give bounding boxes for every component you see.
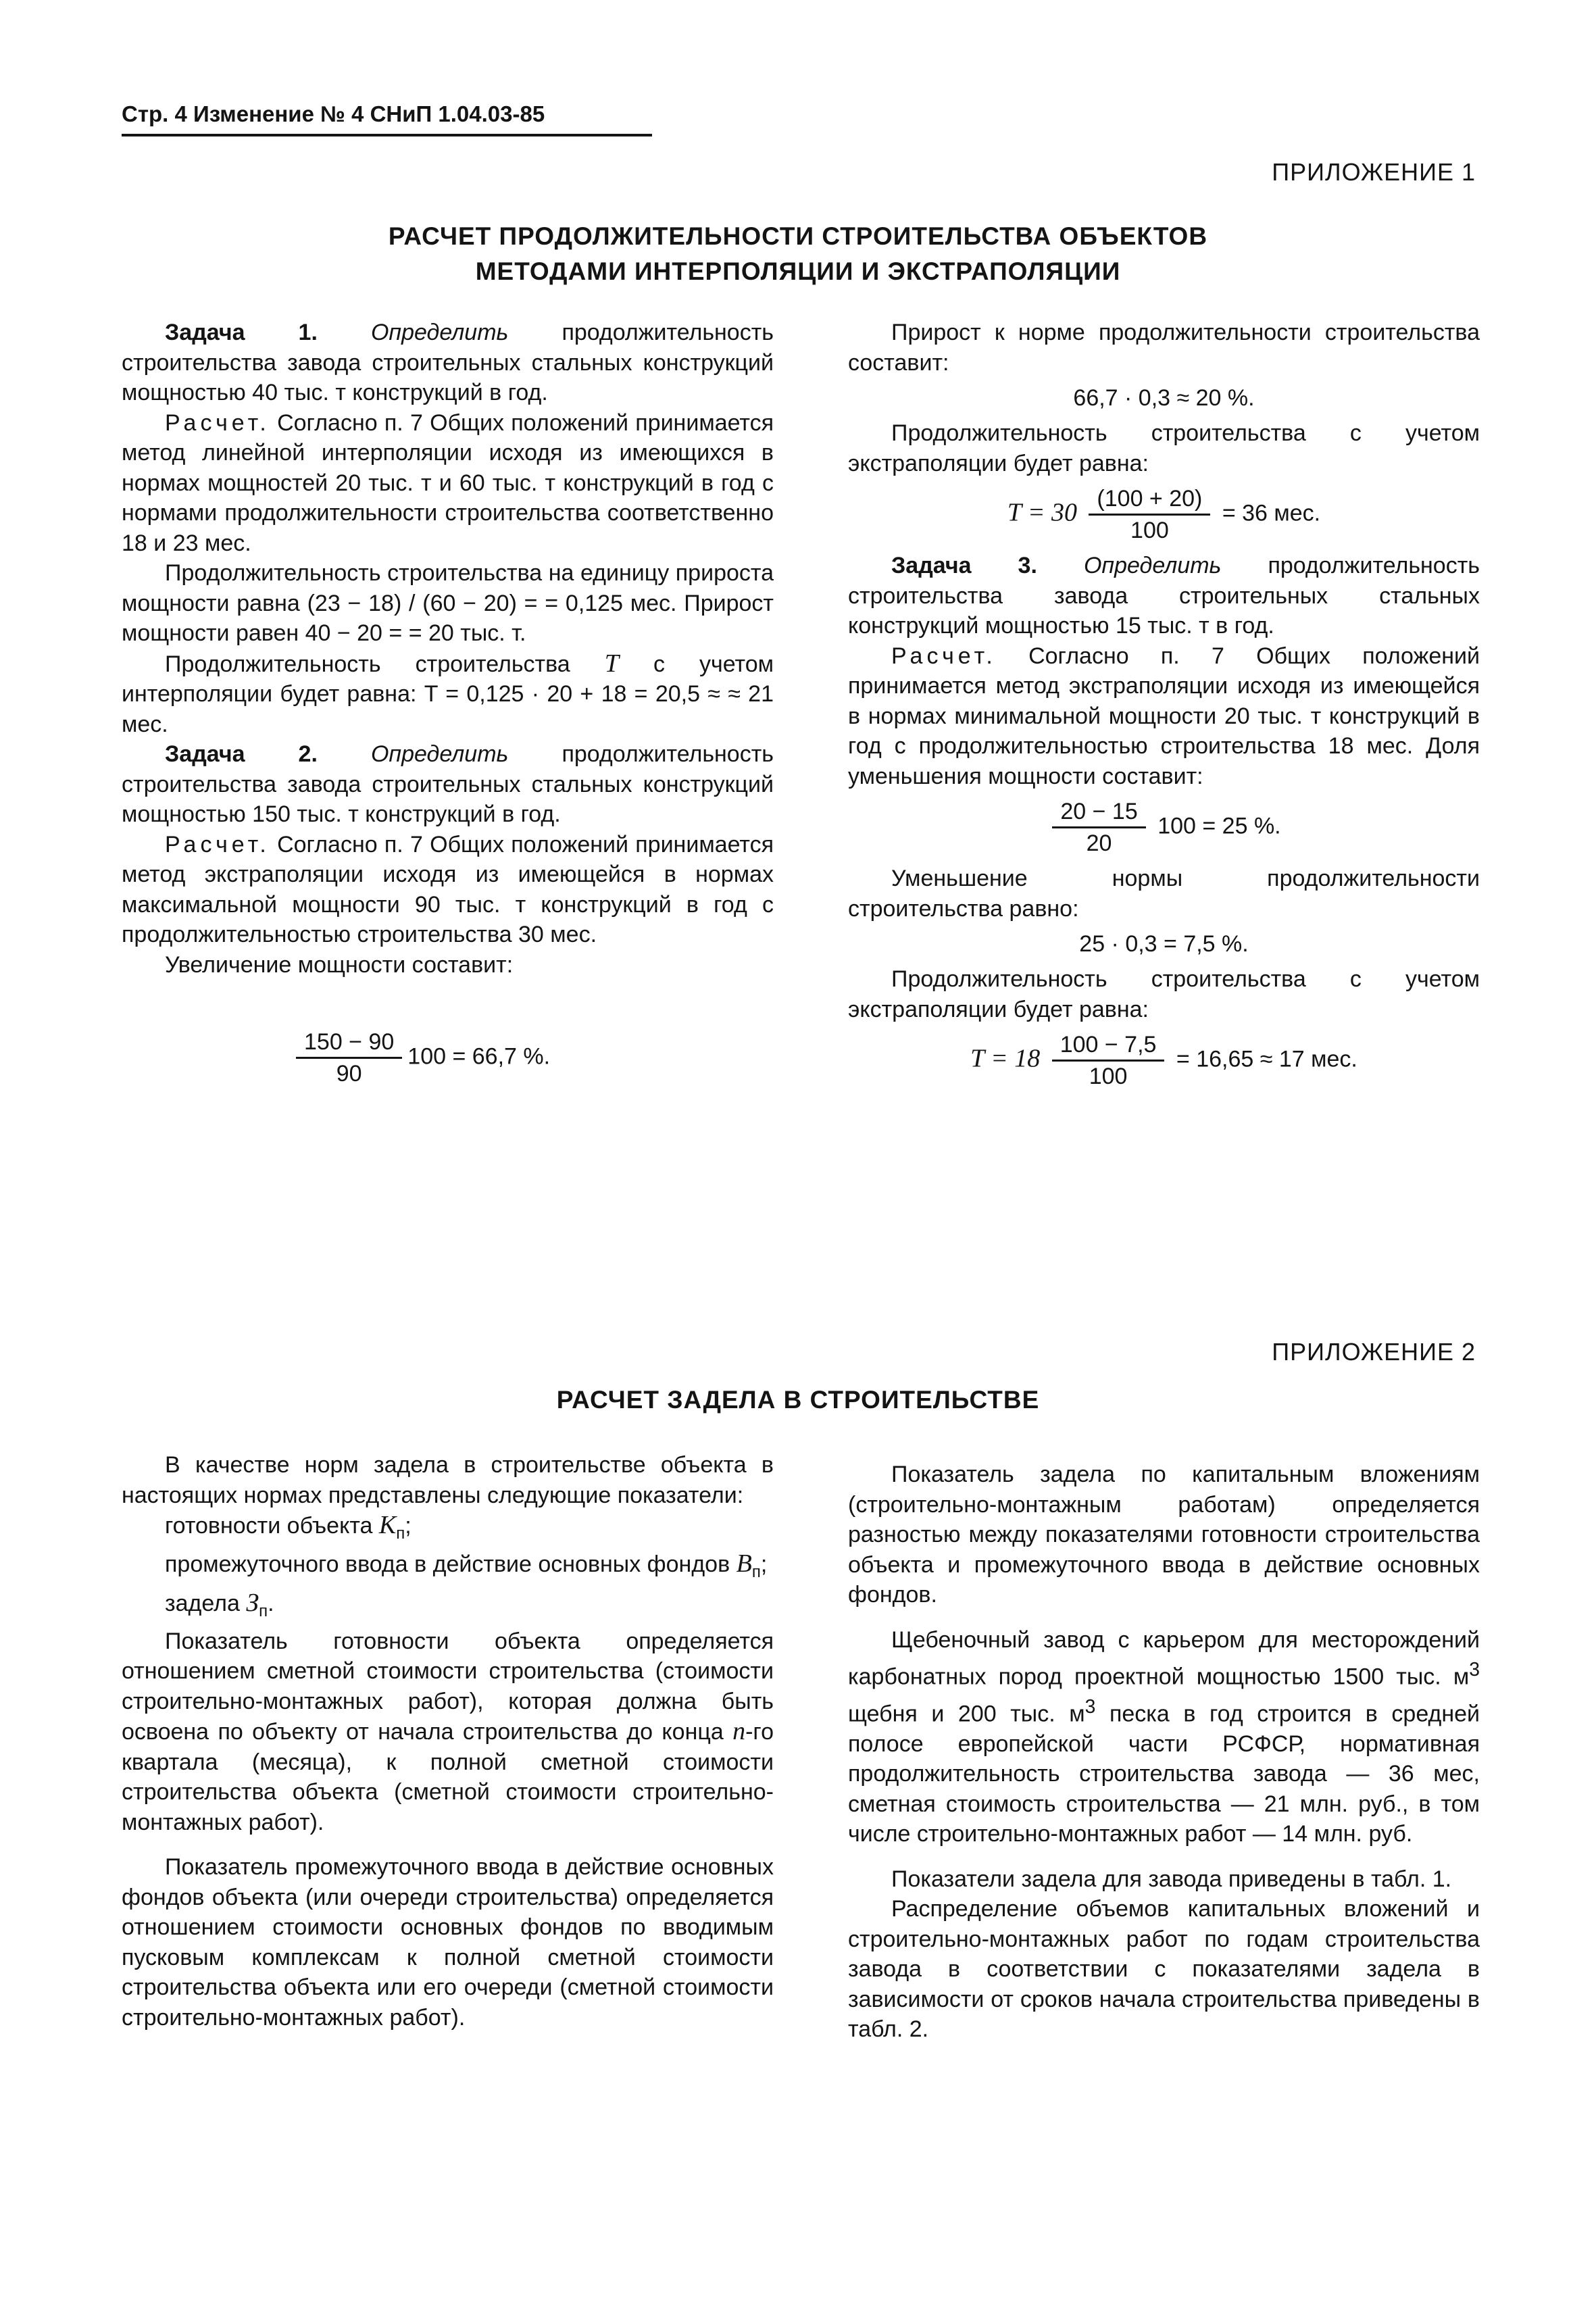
calc-2-label: Расчет. — [165, 831, 270, 857]
appendix-2-title: РАСЧЕТ ЗАДЕЛА В СТРОИТЕЛЬСТВЕ — [556, 1386, 1040, 1414]
indicators-intro-paragraph: В качестве норм задела в строительстве объекта в настоящих нормах представлены следующие показатели: — [122, 1452, 774, 1508]
fraction: $\frac{100 - 7,5}{100}$ — [1052, 1030, 1165, 1091]
calc-1-label: Расчет. — [165, 409, 270, 436]
calc-2-paragraph — [122, 830, 774, 950]
task-2-verb: Определить — [370, 741, 509, 767]
appendix-2-right-column — [848, 1460, 1480, 2045]
page-header: Стр. 4 Изменение № 4 СНиП 1.04.03-85 — [122, 101, 545, 126]
calc-1-text: Согласно п. 7 Общих положений принимается метод линейной интерполяции исходя из имеющихся в нормах мощностей 20 тыс. т и 60 тыс. т конструкций в год с нормами продолжительности строительства соответственно 18 и 23 мес. — [122, 409, 774, 556]
table-2-reference-paragraph: Распределение объемов капитальных вложений и строительно-монтажных работ по годам строительства завода в соответствии с показателями задела в зависимости от сроков начала строительства приведены в табл. 2. — [848, 1896, 1480, 2043]
table-1-reference-paragraph: Показатели задела для завода приведены в табл. 1. — [891, 1866, 1452, 1892]
task-1-label: Задача 1. — [165, 320, 318, 345]
calc-3-paragraph — [848, 641, 1480, 792]
indicator-intermediate-input: промежуточного ввода в действие основных фондов $B_п$; — [165, 1549, 768, 1582]
growth-rate-paragraph: Продолжительность строительства на единицу прироста мощности равна (23 − 18) / (60 − 20) = = 0,125 мес. Прирост мощности равен 40 − 20 = = 20 тыс. т. — [122, 560, 774, 646]
appendix-2-left-column — [122, 1450, 774, 2033]
task-3-verb: Определить — [1083, 553, 1222, 578]
investment-backlog-paragraph: Показатель задела по капитальным вложениям (строительно-монтажным работам) определяется разностью между показателями готовности строительства объекта и промежуточного ввода в действие основных фондов. — [848, 1462, 1480, 1608]
calc-3-label: Расчет. — [891, 643, 997, 669]
fraction: $\frac{20 - 15}{20}$ — [1052, 797, 1145, 858]
extrapolation-3-formula: T = 18 $\frac{100 - 7,5}{100}$ = 16,65 ≈ 17 мес. — [848, 1030, 1480, 1091]
norm-decrease-formula: 25 · 0,3 = 7,5 %. — [1079, 931, 1249, 957]
task-2-text: продолжительность строительства завода строительных стальных конструкций мощностью 150 тыс. т конструкций в год. — [122, 741, 774, 827]
extrapolation-3-paragraph: Продолжительность строительства с учетом экстраполяции будет равна: — [848, 966, 1480, 1022]
extrapolation-2-paragraph: Продолжительность строительства с учетом экстраполяции будет равна: — [848, 420, 1480, 476]
norm-decrease-paragraph: Уменьшение нормы продолжительности строительства равно: — [848, 866, 1480, 922]
fraction: $\frac{150 - 90}{90}$ — [296, 1027, 402, 1089]
readiness-definition-paragraph: Показатель готовности объекта определяется отношением сметной стоимости строительства (стоимости строительно-монтажных работ), которая должна быть освоена по объекту от начала строительства до конца n-го квартала (месяца), к полной сметной стоимости строительства объекта (сметной стоимости строительно-монтажных работ). — [122, 1628, 774, 1835]
capacity-increase-formula: $\frac{150 - 90}{90}$ 100 = 66,7 %. — [122, 1027, 774, 1089]
calc-3-text: Согласно п. 7 Общих положений принимается метод экстраполяции исходя из имеющейся в нормах минимальной мощности 20 тыс. т конструкций в год с продолжительностью строительства 18 мес. Доля уменьшения мощности составит: — [848, 643, 1480, 789]
task-2-label: Задача 2. — [165, 741, 318, 767]
capacity-increase-paragraph: Увеличение мощности составит: — [165, 951, 514, 978]
intermediate-input-definition-paragraph: Показатель промежуточного ввода в действие основных фондов объекта (или очереди строительства) определяется отношением стоимости основных фондов по вводимым пусковым комплексам к полной сметной стоимости строительства объекта или его очереди (сметной стоимости строительно-монтажных работ). — [122, 1854, 774, 2031]
interpolation-formula: T = 0,125 · 20 + 18 = 20,5 ≈ ≈ 21 мес. — [122, 681, 774, 737]
variable-t: T — [604, 649, 619, 678]
task-1-text: продолжительность строительства завода строительных стальных конструкций мощностью 40 тыс. т конструкций в год. — [122, 320, 774, 405]
appendix-1-right-column — [848, 318, 1480, 1097]
appendix-2-label: ПРИЛОЖЕНИЕ 2 — [1272, 1338, 1476, 1366]
task-1-verb: Определить — [370, 320, 509, 345]
calc-1-paragraph — [122, 408, 774, 559]
appendix-1-title-line2: МЕТОДАМИ ИНТЕРПОЛЯЦИИ И ЭКСТРАПОЛЯЦИИ — [475, 257, 1121, 285]
task-3-paragraph — [848, 551, 1480, 641]
appendix-1-left-column — [122, 318, 774, 1094]
extrapolation-2-formula: T = 30 $\frac{(100 + 20)}{100}$ = 36 мес. — [848, 484, 1480, 545]
interpolation-result-paragraph: Продолжительность строительства T с учетом интерполяции будет равна: T = 0,125 · 20 + 18 = 20,5 ≈ ≈ 21 мес. — [122, 649, 774, 737]
plant-example-paragraph: Щебеночный завод с карьером для месторождений карбонатных пород проектной мощностью 1500 тыс. $м^3$ щебня и 200 тыс. $м^3$ песка в год строится в средней полосе европейской части РСФСР, нормативная продолжительность строительства завода — 36 мес, сметная стоимость строительства — 21 млн. руб., в том числе строительно-монтажных работ — 14 млн. руб. — [848, 1626, 1480, 1847]
task-3-label: Задача 3. — [891, 553, 1037, 578]
calc-2-text: Согласно п. 7 Общих положений принимается метод экстраполяции исходя из имеющейся в нормах максимальной мощности 90 тыс. т конструкций в год с продолжительностью строительства 30 мес. — [122, 831, 774, 947]
appendix-1-title-line1: РАСЧЕТ ПРОДОЛЖИТЕЛЬНОСТИ СТРОИТЕЛЬСТВА ОБЪЕКТОВ — [388, 222, 1208, 250]
task-2-paragraph — [122, 739, 774, 830]
capacity-decrease-formula: $\frac{20 - 15}{20}$ 100 = 25 %. — [848, 797, 1480, 858]
fraction: $\frac{(100 + 20)}{100}$ — [1089, 484, 1210, 545]
task-1-paragraph — [122, 318, 774, 408]
task-3-text: продолжительность строительства завода строительных стальных конструкций мощностью 15 тыс. т в год. — [848, 553, 1480, 639]
indicator-backlog: задела $З_п$. — [165, 1588, 274, 1620]
appendix-1-title — [0, 219, 1596, 289]
appendix-1-label: ПРИЛОЖЕНИЕ 1 — [1272, 158, 1476, 186]
header-underline — [122, 134, 652, 136]
indicator-readiness: готовности объекта $K_п$; — [165, 1511, 412, 1543]
norm-increase-formula: 66,7 · 0,3 ≈ 20 %. — [1073, 385, 1255, 411]
norm-increase-paragraph: Прирост к норме продолжительности строительства составит: — [848, 320, 1480, 376]
